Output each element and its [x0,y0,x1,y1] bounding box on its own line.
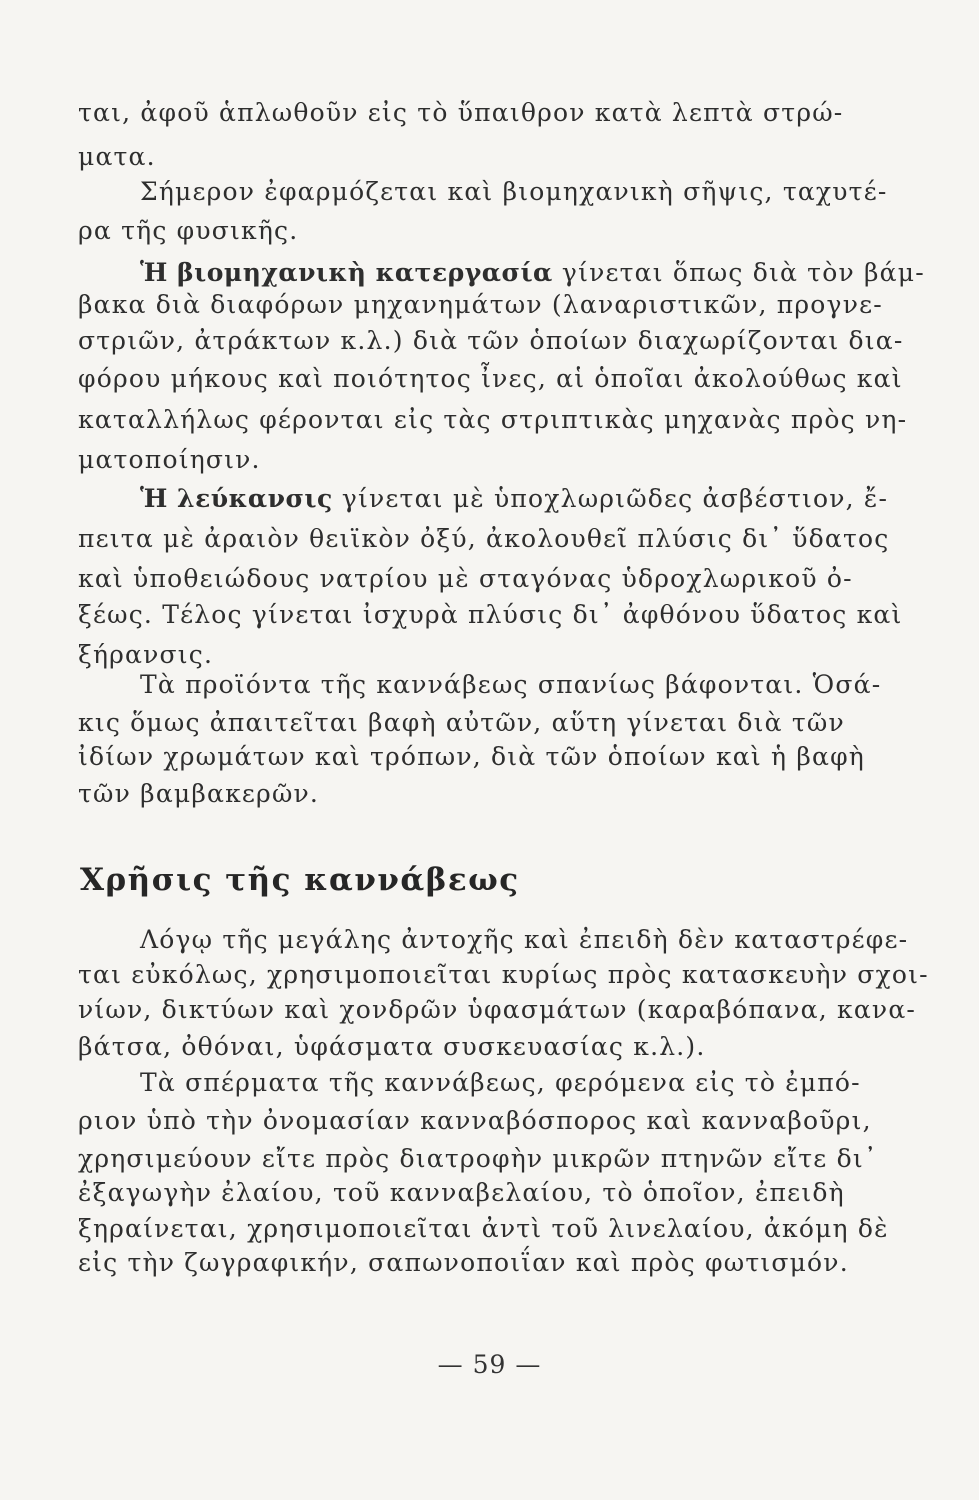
text-line: καὶ ὑποθειώδους νατρίου μὲ σταγόνας ὑδροχλωρικοῦ ὀ- [78,564,853,593]
text-line: Σήμερον ἐφαρμόζεται καὶ βιομηχανικὴ σῆψις, ταχυτέ- [140,177,888,206]
page-number: — 59 — [437,1350,542,1379]
text-line: κις ὅμως ἀπαιτεῖται βαφὴ αὐτῶν, αὕτη γίνεται διὰ τῶν [78,708,845,737]
text-line: ξηραίνεται, χρησιμοποιεῖται ἀντὶ τοῦ λινελαίου, ἀκόμη δὲ [78,1214,889,1243]
text-line: πειτα μὲ ἀραιὸν θειϊκὸν ὀξύ, ἀκολουθεῖ πλύσις δι᾿ ὕδατος [78,524,890,553]
text-line: Ἡ λεύκανσις γίνεται μὲ ὑποχλωριῶδες ἀσβέστιον, ἔ- [140,484,889,513]
section-heading: Χρῆσις τῆς καννάβεως [80,862,520,898]
text-line: ται, ἀφοῦ ἁπλωθοῦν εἰς τὸ ὕπαιθρον κατὰ λεπτὰ στρώ- [78,98,844,127]
text-line: φόρου μήκους καὶ ποιότητος ἶνες, αἱ ὁποῖαι ἀκολούθως καὶ [78,364,903,393]
text-line: ματα. [78,142,156,171]
text-line: βάτσα, ὀθόναι, ὑφάσματα συσκευασίας κ.λ.). [78,1032,706,1061]
text-line: ἰδίων χρωμάτων καὶ τρόπων, διὰ τῶν ὁποίων καὶ ἡ βαφὴ [78,742,865,771]
text-line: τῶν βαμβακερῶν. [78,779,320,808]
text-line: Ἡ βιομηχανικὴ κατεργασία γίνεται ὅπως διὰ τὸν βάμ- [140,258,925,287]
text-line: ματοποίησιν. [78,445,261,474]
text-line: ρα τῆς φυσικῆς. [78,216,299,245]
text-line: χρησιμεύουν εἴτε πρὸς διατροφὴν μικρῶν πτηνῶν εἴτε δι᾿ [78,1144,878,1173]
bold-term: Ἡ λεύκανσις [140,484,333,513]
bold-term: Ἡ βιομηχανικὴ κατεργασία [140,258,553,287]
text-line: ριον ὑπὸ τὴν ὀνομασίαν κανναβόσπορος καὶ κανναβοῦρι, [78,1106,872,1135]
text-line: ἐξαγωγὴν ἐλαίου, τοῦ κανναβελαίου, τὸ ὁποῖον, ἐπειδὴ [78,1178,845,1207]
text-line: στριῶν, ἀτράκτων κ.λ.) διὰ τῶν ὁποίων διαχωρίζονται δια- [78,326,904,355]
text-line: Τὰ προϊόντα τῆς καννάβεως σπανίως βάφονται. Ὁσά- [140,670,882,699]
text-line: Λόγῳ τῆς μεγάλης ἀντοχῆς καὶ ἐπειδὴ δὲν καταστρέφε- [140,925,909,954]
text-line: βακα διὰ διαφόρων μηχανημάτων (λαναριστικῶν, προγνε- [78,290,883,319]
text-line: ται εὐκόλως, χρησιμοποιεῖται κυρίως πρὸς κατασκευὴν σχοι- [78,960,929,989]
text-line: καταλλήλως φέρονται εἰς τὰς στριπτικὰς μηχανὰς πρὸς νη- [78,405,908,434]
text-line: Τὰ σπέρματα τῆς καννάβεως, φερόμενα εἰς τὸ ἐμπό- [140,1068,861,1097]
text-line: ξήρανσις. [78,640,214,669]
text-line: εἰς τὴν ζωγραφικήν, σαπωνοποιΐαν καὶ πρὸς φωτισμόν. [78,1248,849,1277]
text-line: νίων, δικτύων καὶ χονδρῶν ὑφασμάτων (καραβόπανα, κανα- [78,995,917,1024]
text-line: ξέως. Τέλος γίνεται ἰσχυρὰ πλύσις δι᾿ ἀφθόνου ὕδατος καὶ [78,600,903,629]
